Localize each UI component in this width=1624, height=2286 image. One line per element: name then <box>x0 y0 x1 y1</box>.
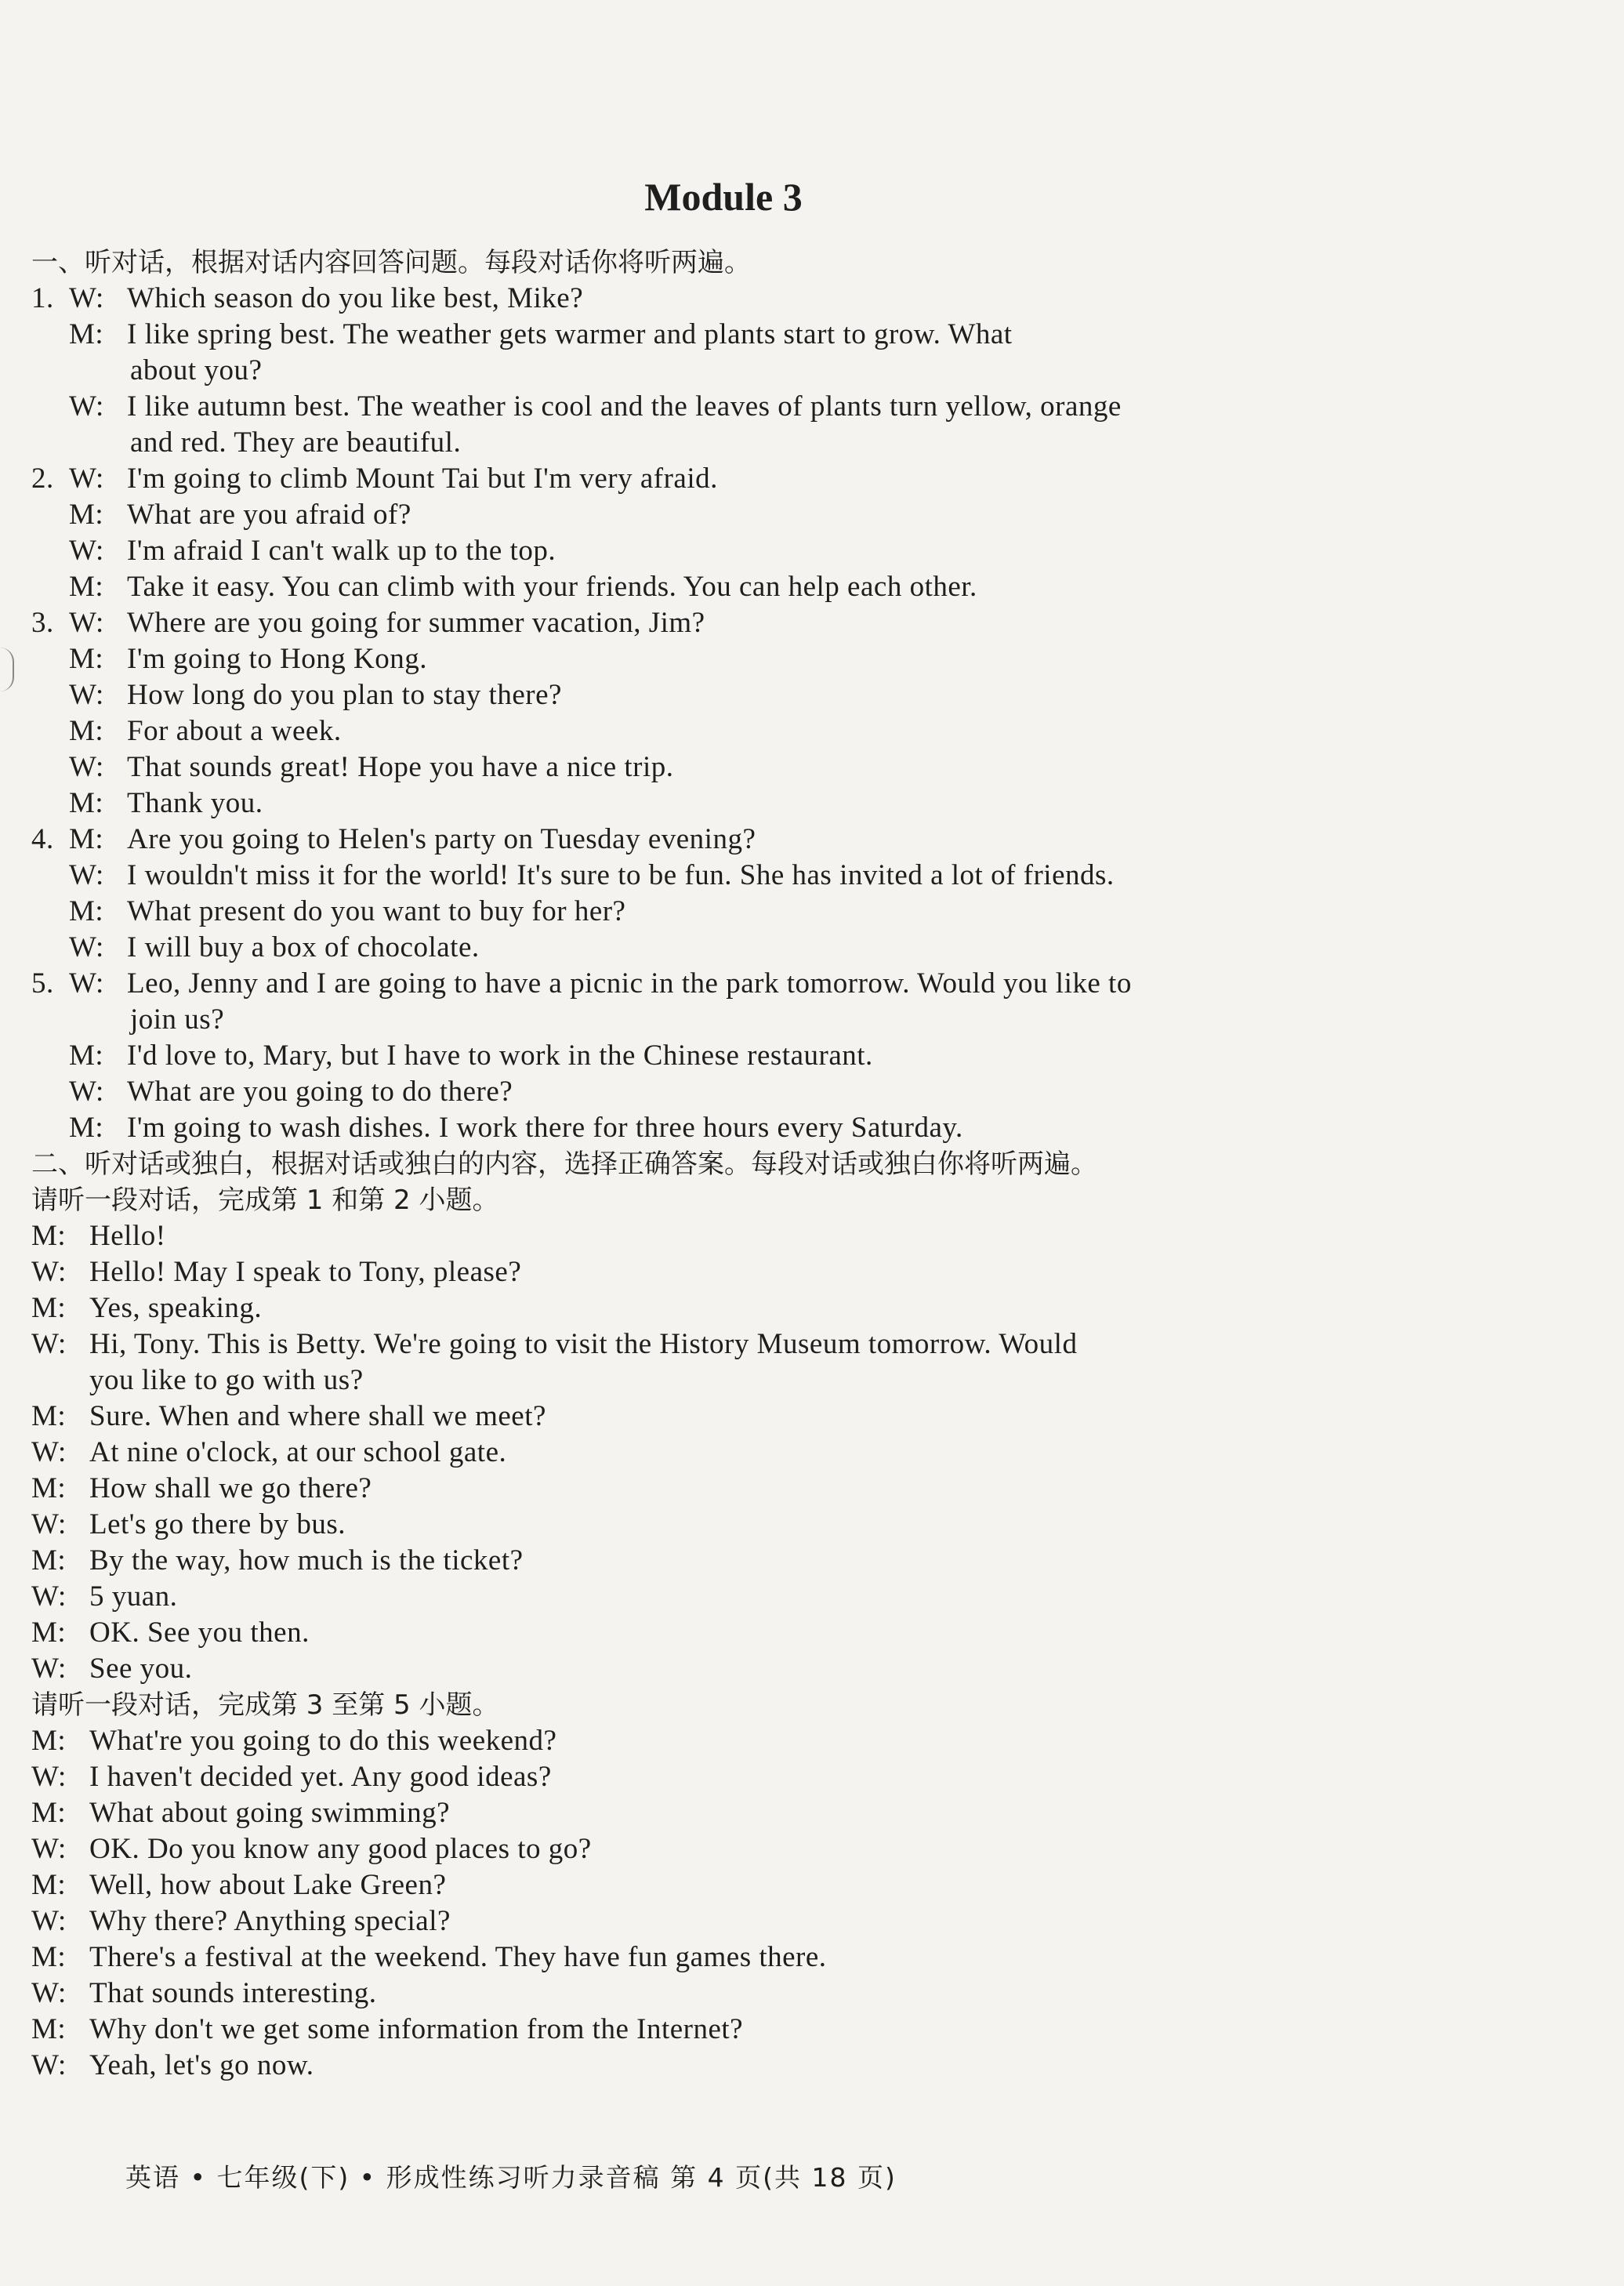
speaker-label: W: <box>31 1580 67 1613</box>
section2-intro-1: 请听一段对话，完成第 1 和第 2 小题。 <box>31 1185 499 1216</box>
dialogue-line <box>31 677 1364 713</box>
dialogue-line <box>31 1110 1364 1146</box>
dialogue-line <box>31 1579 1364 1615</box>
dialogue-text: I'm going to climb Mount Tai but I'm very afraid. <box>127 463 718 495</box>
dialogue-text: What present do you want to buy for her? <box>127 895 626 927</box>
speaker-label: M: <box>69 895 104 927</box>
item-number: 2. <box>31 463 54 495</box>
speaker-label: W: <box>31 1833 67 1865</box>
dialogue-line <box>31 822 1364 858</box>
speaker-label: W: <box>31 1905 67 1937</box>
speaker-label: W: <box>31 1508 67 1540</box>
dialogue-line <box>31 1038 1364 1074</box>
dialogue-text: What're you going to do this weekend? <box>89 1725 557 1757</box>
section2-heading: 二、听对话或独白，根据对话或独白的内容，选择正确答案。每段对话或独白你将听两遍。 <box>31 1148 1097 1180</box>
dialogue-text: Thank you. <box>127 787 263 819</box>
dialogue-line <box>31 569 1364 605</box>
dialogue-text: There's a festival at the weekend. They have fun games there. <box>89 1941 827 1973</box>
dialogue-text: What about going swimming? <box>89 1797 451 1829</box>
dialogue-text: Which season do you like best, Mike? <box>127 282 584 314</box>
dialogue-line <box>31 641 1364 677</box>
dialogue-line <box>31 749 1364 786</box>
dialogue-line <box>31 1074 1364 1110</box>
dialogue-line <box>31 1759 1364 1795</box>
section2-dialogue-2 <box>31 1723 1364 2084</box>
speaker-label: M: <box>69 499 104 531</box>
dialogue-text: What are you afraid of? <box>127 499 411 531</box>
speaker-label: W: <box>69 390 104 423</box>
dialogue-text: See you. <box>89 1653 193 1685</box>
item-number: 5. <box>31 967 54 1000</box>
speaker-label: M: <box>31 1220 67 1252</box>
speaker-label: W: <box>69 931 104 963</box>
section1-dialogues <box>31 281 1364 1146</box>
speaker-label: W: <box>31 2049 67 2081</box>
speaker-label: W: <box>31 1328 67 1360</box>
dialogue-text: I'd love to, Mary, but I have to work in the Chinese restaurant. <box>127 1040 873 1072</box>
dialogue-text: How shall we go there? <box>89 1472 372 1504</box>
transcript-body <box>31 245 1364 2084</box>
dialogue-line <box>31 1399 1364 1435</box>
section2-dialogue-1 <box>31 1218 1364 1687</box>
dialogue-line <box>31 281 1364 317</box>
dialogue-text: By the way, how much is the ticket? <box>89 1544 524 1577</box>
dialogue-line <box>31 930 1364 966</box>
dialogue-text: Let's go there by bus. <box>89 1508 346 1540</box>
dialogue-line <box>31 317 1364 353</box>
speaker-label: W: <box>69 751 104 783</box>
dialogue-text: OK. See you then. <box>89 1617 310 1649</box>
speaker-label: W: <box>69 607 104 639</box>
dialogue-text: Where are you going for summer vacation, Jim? <box>127 607 705 639</box>
section1-heading: 一、听对话，根据对话内容回答问题。每段对话你将听两遍。 <box>31 247 751 278</box>
dialogue-text: Take it easy. You can climb with your friends. You can help each other. <box>127 571 977 603</box>
dialogue-text: Hello! May I speak to Tony, please? <box>89 1256 522 1288</box>
dialogue-line <box>31 1326 1364 1363</box>
speaker-label: M: <box>69 715 104 747</box>
speaker-label: W: <box>69 535 104 567</box>
dialogue-text: I will buy a box of chocolate. <box>127 931 480 963</box>
dialogue-line <box>31 1976 1364 2012</box>
dialogue-line <box>31 389 1364 425</box>
speaker-label: M: <box>31 2013 67 2045</box>
speaker-label: W: <box>69 859 104 891</box>
dialogue-text: What are you going to do there? <box>127 1076 513 1108</box>
speaker-label: M: <box>69 1040 104 1072</box>
speaker-label: M: <box>69 787 104 819</box>
dialogue-line <box>31 786 1364 822</box>
dialogue-text: Why don't we get some information from the Internet? <box>89 2013 744 2045</box>
speaker-label: M: <box>31 1941 67 1973</box>
dialogue-line <box>31 966 1364 1002</box>
dialogue-line <box>31 2048 1364 2084</box>
speaker-label: M: <box>31 1617 67 1649</box>
dialogue-text: Hello! <box>89 1220 166 1252</box>
dialogue-continuation: and red. They are beautiful. <box>130 426 462 459</box>
speaker-label: W: <box>31 1977 67 2009</box>
dialogue-text: I'm afraid I can't walk up to the top. <box>127 535 556 567</box>
section2-intro-2: 请听一段对话，完成第 3 至第 5 小题。 <box>31 1689 499 1721</box>
speaker-label: W: <box>31 1436 67 1468</box>
dialogue-text: I like spring best. The weather gets warmer and plants start to grow. What <box>127 318 1013 350</box>
dialogue-text: I'm going to Hong Kong. <box>127 643 428 675</box>
dialogue-line <box>31 1939 1364 1976</box>
dialogue-text: That sounds great! Hope you have a nice trip. <box>127 751 674 783</box>
dialogue-line <box>31 1795 1364 1831</box>
speaker-label: M: <box>31 1869 67 1901</box>
dialogue-continuation: you like to go with us? <box>89 1364 364 1396</box>
speaker-label: M: <box>69 643 104 675</box>
page-footer: 英语 • 七年级(下) • 形成性练习听力录音稿 第 4 页(共 18 页) <box>125 2162 897 2193</box>
dialogue-continuation: about you? <box>130 354 263 386</box>
dialogue-text: For about a week. <box>127 715 342 747</box>
dialogue-line <box>31 1218 1364 1254</box>
dialogue-line <box>31 1831 1364 1867</box>
dialogue-text: Sure. When and where shall we meet? <box>89 1400 546 1432</box>
dialogue-text: Why there? Anything special? <box>89 1905 451 1937</box>
dialogue-line <box>31 1615 1364 1651</box>
dialogue-line <box>31 533 1364 569</box>
speaker-label: W: <box>69 967 104 1000</box>
speaker-label: W: <box>31 1256 67 1288</box>
dialogue-line <box>31 1435 1364 1471</box>
page-edge-mark <box>0 648 14 691</box>
speaker-label: M: <box>31 1400 67 1432</box>
speaker-label: M: <box>31 1472 67 1504</box>
dialogue-text: Yes, speaking. <box>89 1292 263 1324</box>
dialogue-line <box>31 1254 1364 1290</box>
speaker-label: M: <box>69 318 104 350</box>
dialogue-line <box>31 1867 1364 1903</box>
dialogue-text: At nine o'clock, at our school gate. <box>89 1436 507 1468</box>
speaker-label: M: <box>31 1292 67 1324</box>
speaker-label: W: <box>69 463 104 495</box>
item-number: 3. <box>31 607 54 639</box>
dialogue-text: How long do you plan to stay there? <box>127 679 562 711</box>
speaker-label: W: <box>69 1076 104 1108</box>
dialogue-text: I'm going to wash dishes. I work there for three hours every Saturday. <box>127 1112 963 1144</box>
dialogue-line <box>31 713 1364 749</box>
dialogue-text: Are you going to Helen's party on Tuesday evening? <box>127 823 756 855</box>
page-title: Module 3 <box>644 175 803 219</box>
speaker-label: W: <box>69 282 104 314</box>
speaker-label: M: <box>31 1725 67 1757</box>
item-number: 1. <box>31 282 54 314</box>
dialogue-text: Yeah, let's go now. <box>89 2049 314 2081</box>
dialogue-line <box>31 858 1364 894</box>
dialogue-text: 5 yuan. <box>89 1580 178 1613</box>
speaker-label: W: <box>31 1653 67 1685</box>
speaker-label: M: <box>69 571 104 603</box>
dialogue-text: OK. Do you know any good places to go? <box>89 1833 592 1865</box>
dialogue-text: I like autumn best. The weather is cool and the leaves of plants turn yellow, orange <box>127 390 1122 423</box>
speaker-label: W: <box>31 1761 67 1793</box>
dialogue-text: Hi, Tony. This is Betty. We're going to visit the History Museum tomorrow. Would <box>89 1328 1078 1360</box>
dialogue-line <box>31 1543 1364 1579</box>
dialogue-text: Well, how about Lake Green? <box>89 1869 447 1901</box>
dialogue-text: I wouldn't miss it for the world! It's sure to be fun. She has invited a lot of friends. <box>127 859 1115 891</box>
dialogue-line <box>31 894 1364 930</box>
dialogue-line <box>31 1651 1364 1687</box>
dialogue-line <box>31 2012 1364 2048</box>
dialogue-line <box>31 1471 1364 1507</box>
speaker-label: M: <box>31 1544 67 1577</box>
speaker-label: W: <box>69 679 104 711</box>
speaker-label: M: <box>69 1112 104 1144</box>
dialogue-line <box>31 1507 1364 1543</box>
dialogue-line <box>31 1290 1364 1326</box>
dialogue-line <box>31 1903 1364 1939</box>
dialogue-line <box>31 1723 1364 1759</box>
item-number: 4. <box>31 823 54 855</box>
speaker-label: M: <box>31 1797 67 1829</box>
dialogue-text: I haven't decided yet. Any good ideas? <box>89 1761 552 1793</box>
dialogue-line <box>31 497 1364 533</box>
speaker-label: M: <box>69 823 104 855</box>
dialogue-text: Leo, Jenny and I are going to have a picnic in the park tomorrow. Would you like to <box>127 967 1132 1000</box>
dialogue-line <box>31 605 1364 641</box>
dialogue-line <box>31 461 1364 497</box>
dialogue-continuation: join us? <box>130 1003 225 1036</box>
dialogue-text: That sounds interesting. <box>89 1977 377 2009</box>
